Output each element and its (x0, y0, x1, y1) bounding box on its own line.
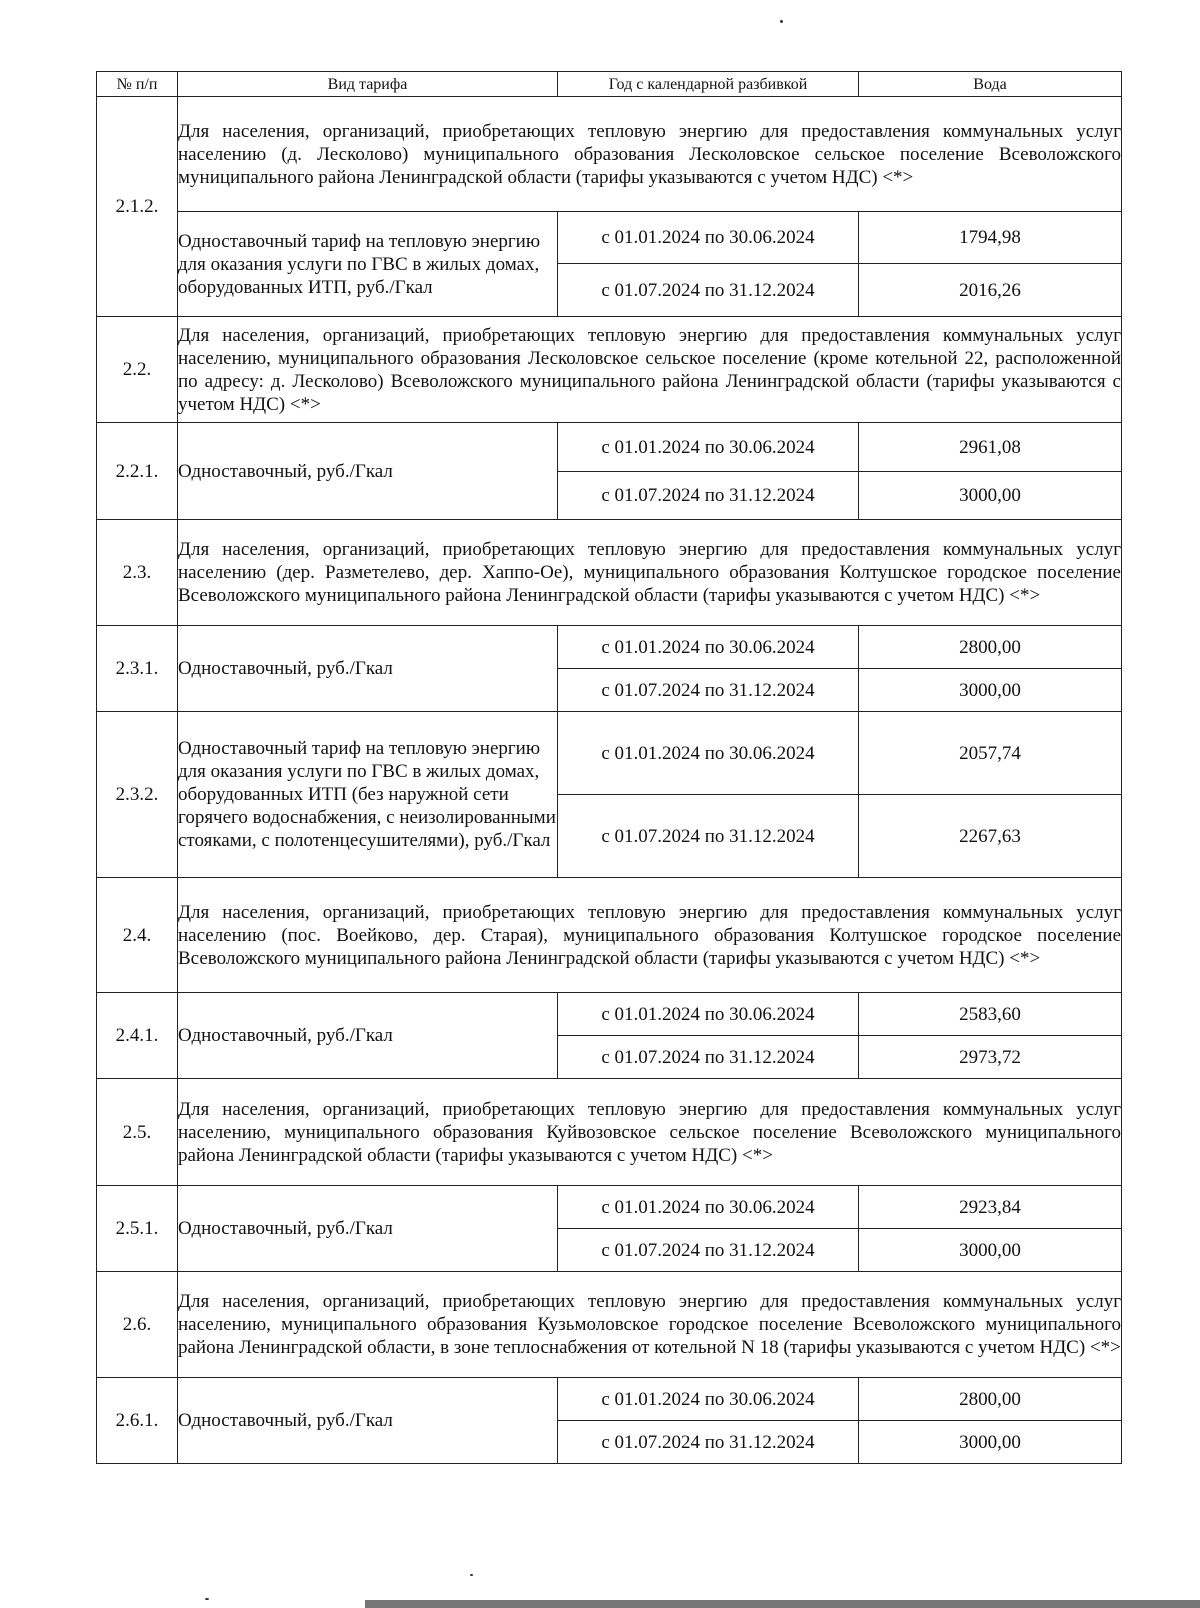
scan-edge-line (365, 1600, 1200, 1608)
row-number: 2.4.1. (97, 993, 178, 1079)
value-cell: 2923,84 (859, 1186, 1122, 1229)
period-cell: с 01.07.2024 по 31.12.2024 (558, 472, 859, 520)
period-cell: с 01.07.2024 по 31.12.2024 (558, 795, 859, 878)
table-row (97, 317, 1122, 423)
section-description: Для населения, организаций, приобретающих тепловую энергию для предоставления коммунальных услуг населению (дер. Разметелево, дер. Хаппо-Ое), муниципального образования Колтушское городское поселение Всеволожского муниципального района Ленинградской области (тарифы указываются с учетом НДС) <*> (178, 520, 1122, 626)
value-cell: 2057,74 (859, 712, 1122, 795)
section-description: Для населения, организаций, приобретающих тепловую энергию для предоставления коммунальных услуг населению, муниципального образования Куйвозовское сельское поселение Всеволожского муниципального района Ленинградской области (тарифы указываются с учетом НДС) <*> (178, 1079, 1122, 1186)
period-cell: с 01.01.2024 по 30.06.2024 (558, 1186, 859, 1229)
period-cell: с 01.01.2024 по 30.06.2024 (558, 212, 859, 264)
section-description: Для населения, организаций, приобретающих тепловую энергию для предоставления коммунальных услуг населению (д. Лесколово) муниципального образования Лесколовское сельское поселение Всеволожского муниципального района Ленинградской области (тарифы указываются с учетом НДС) <*> (178, 97, 1122, 212)
value-cell: 2961,08 (859, 423, 1122, 472)
row-number: 2.3. (97, 520, 178, 626)
value-cell: 2973,72 (859, 1036, 1122, 1079)
row-number: 2.6. (97, 1272, 178, 1378)
tariff-table (96, 71, 1122, 1464)
period-cell: с 01.01.2024 по 30.06.2024 (558, 993, 859, 1036)
value-cell: 2267,63 (859, 795, 1122, 878)
value-cell: 3000,00 (859, 669, 1122, 712)
row-number: 2.3.1. (97, 626, 178, 712)
tariff-name: Одноставочный тариф на тепловую энергию для оказания услуги по ГВС в жилых домах, оборудованных ИТП (без наружной сети горячего водоснабжения, с неизолированными стояками, с полотенцесушителями), руб./Гкал (178, 712, 558, 878)
tariff-name: Одноставочный, руб./Гкал (178, 626, 558, 712)
header-number: № п/п (97, 72, 178, 97)
value-cell: 3000,00 (859, 1421, 1122, 1464)
tariff-name: Одноставочный, руб./Гкал (178, 993, 558, 1079)
period-cell: с 01.01.2024 по 30.06.2024 (558, 712, 859, 795)
row-number: 2.3.2. (97, 712, 178, 878)
table-row (97, 1186, 1122, 1229)
period-cell: с 01.01.2024 по 30.06.2024 (558, 423, 859, 472)
table-row (97, 993, 1122, 1036)
row-number: 2.2. (97, 317, 178, 423)
tariff-name: Одноставочный, руб./Гкал (178, 1186, 558, 1272)
period-cell: с 01.01.2024 по 30.06.2024 (558, 1378, 859, 1421)
scan-speck (470, 1574, 473, 1576)
table-row (97, 712, 1122, 795)
row-number: 2.2.1. (97, 423, 178, 520)
period-cell: с 01.07.2024 по 31.12.2024 (558, 1229, 859, 1272)
header-period: Год с календарной разбивкой (558, 72, 859, 97)
period-cell: с 01.07.2024 по 31.12.2024 (558, 1036, 859, 1079)
table-row (97, 1378, 1122, 1421)
value-cell: 3000,00 (859, 472, 1122, 520)
table-row (97, 1079, 1122, 1186)
period-cell: с 01.07.2024 по 31.12.2024 (558, 264, 859, 317)
section-description: Для населения, организаций, приобретающих тепловую энергию для предоставления коммунальных услуг населению, муниципального образования Кузьмоловское городское поселение Всеволожского муниципального района Ленинградской области, в зоне теплоснабжения от котельной N 18 (тарифы указываются с учетом НДС) <*> (178, 1272, 1122, 1378)
scan-speck (205, 1598, 209, 1600)
section-description: Для населения, организаций, приобретающих тепловую энергию для предоставления коммунальных услуг населению (пос. Воейково, дер. Старая), муниципального образования Колтушское городское поселение Всеволожского муниципального района Ленинградской области (тарифы указываются с учетом НДС) <*> (178, 878, 1122, 993)
header-water: Вода (859, 72, 1122, 97)
value-cell: 3000,00 (859, 1229, 1122, 1272)
table-row (97, 520, 1122, 626)
row-number: 2.6.1. (97, 1378, 178, 1464)
table-row (97, 423, 1122, 472)
row-number: 2.5. (97, 1079, 178, 1186)
tariff-name: Одноставочный тариф на тепловую энергию для оказания услуги по ГВС в жилых домах, оборудованных ИТП, руб./Гкал (178, 212, 558, 317)
value-cell: 2800,00 (859, 1378, 1122, 1421)
table-row (97, 1272, 1122, 1378)
row-number: 2.1.2. (97, 97, 178, 317)
row-number: 2.4. (97, 878, 178, 993)
table-row (97, 626, 1122, 669)
scan-speck (780, 20, 783, 23)
period-cell: с 01.07.2024 по 31.12.2024 (558, 669, 859, 712)
value-cell: 2583,60 (859, 993, 1122, 1036)
value-cell: 1794,98 (859, 212, 1122, 264)
period-cell: с 01.01.2024 по 30.06.2024 (558, 626, 859, 669)
header-tariff-type: Вид тарифа (178, 72, 558, 97)
period-cell: с 01.07.2024 по 31.12.2024 (558, 1421, 859, 1464)
tariff-name: Одноставочный, руб./Гкал (178, 423, 558, 520)
table-row (97, 212, 1122, 264)
table-row (97, 878, 1122, 993)
tariff-name: Одноставочный, руб./Гкал (178, 1378, 558, 1464)
value-cell: 2016,26 (859, 264, 1122, 317)
section-description: Для населения, организаций, приобретающих тепловую энергию для предоставления коммунальных услуг населению, муниципального образования Лесколовское сельское поселение (кроме котельной 22, расположенной по адресу: д. Лесколово) Всеволожского муниципального района Ленинградской области (тарифы указываются с учетом НДС) <*> (178, 317, 1122, 423)
table-row (97, 97, 1122, 212)
value-cell: 2800,00 (859, 626, 1122, 669)
row-number: 2.5.1. (97, 1186, 178, 1272)
table-header-row (97, 72, 1122, 97)
